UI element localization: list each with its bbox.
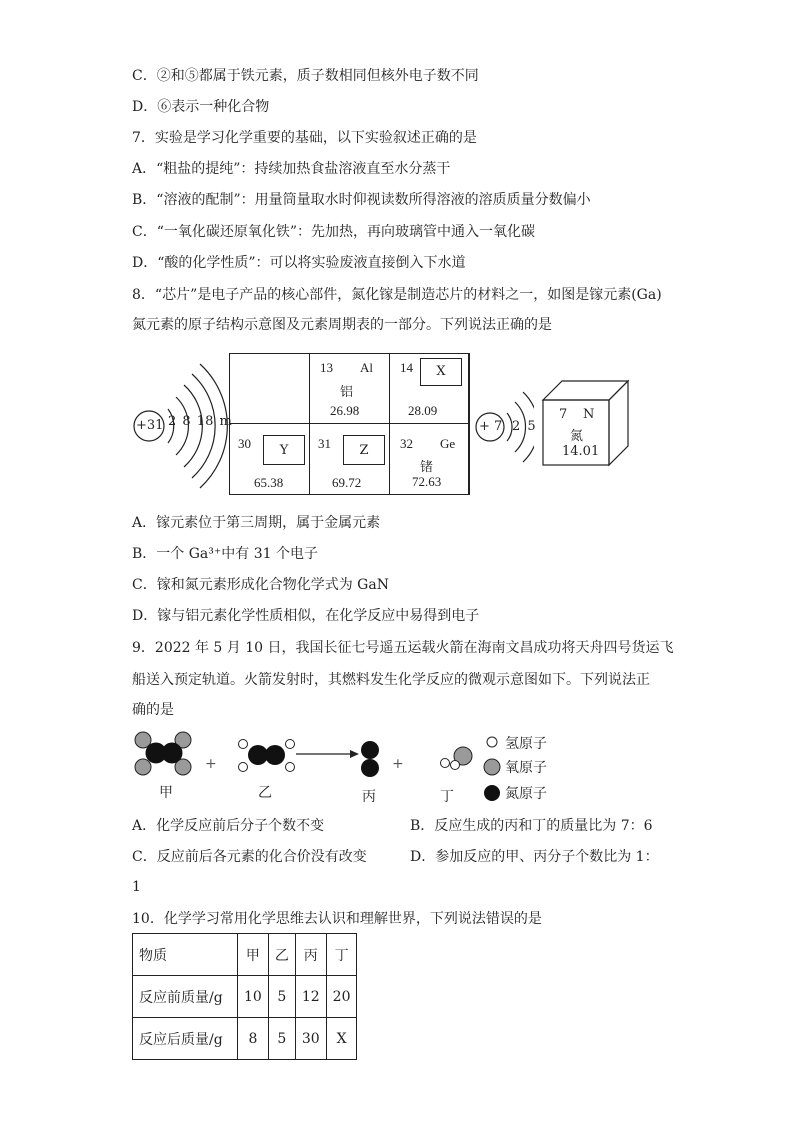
q9-option-d: D．参加反应的甲、丙分子个数比为 1：: [410, 849, 659, 865]
q7-option-b: B．“溶液的配制”：用量筒量取水时仰视读数所得溶液的溶质质量分数偏小: [132, 192, 591, 208]
molecule-jia: [135, 732, 191, 775]
molecule-ding: [441, 747, 473, 770]
n-card-symbol: N: [583, 407, 595, 422]
q8-option-a: A．镓元素位于第三周期，属于金属元素: [132, 515, 381, 531]
header-jia: 甲: [238, 934, 269, 976]
q9-stem-line2: 船送入预定轨道。火箭发射时，其燃料发生化学反应的微观示意图如下。下列说法正: [132, 672, 650, 688]
q9-stem-line3: 确的是: [132, 702, 174, 718]
q7-stem: 7．实验是学习化学重要的基础，以下实验叙述正确的是: [132, 130, 477, 146]
reaction-arrow: [296, 750, 359, 758]
n-shell-electrons: 2 5: [512, 419, 536, 434]
q9-option-b: B．反应生成的丙和丁的质量比为 7：6: [410, 818, 653, 834]
al-symbol: Al: [360, 360, 373, 375]
table-cell: 10: [238, 976, 269, 1018]
label-bing: 丙: [362, 789, 376, 805]
al-name: 铝: [340, 385, 354, 400]
hydrogen-atom-icon: [487, 737, 497, 747]
table-cell: 12: [295, 976, 326, 1018]
q6-option-c: C．②和⑤都属于铁元素，质子数相同但核外电子数不同: [132, 68, 479, 84]
q9-option-d-continued: 1: [132, 879, 141, 895]
al-mass: 26.98: [330, 403, 360, 418]
q7-option-c: C．“一氧化碳还原氧化铁”：先加热，再向玻璃管中通入一氧化碳: [132, 224, 536, 240]
table-row: [133, 1018, 357, 1060]
ga-nucleus-charge: +31: [136, 418, 164, 433]
periodic-cell-al: [309, 353, 390, 424]
table-row: [133, 976, 357, 1018]
n-card-number: 7: [559, 407, 568, 422]
label-ding: 丁: [440, 789, 454, 805]
header-yi: 乙: [268, 934, 295, 976]
z-number: 31: [318, 436, 331, 451]
periodic-cell-empty: [229, 353, 310, 424]
n-card-name: 氮: [570, 429, 584, 444]
al-number: 13: [320, 360, 333, 375]
x-symbol-box: X: [420, 358, 462, 386]
plus-sign-1: +: [205, 756, 217, 772]
q8-option-b: B．一个 Ga³⁺中有 31 个电子: [132, 546, 318, 562]
y-mass: 65.38: [254, 475, 284, 490]
periodic-cell-z: [309, 423, 390, 495]
legend-oxygen: 氧原子: [505, 760, 547, 776]
z-symbol-box: Z: [343, 435, 385, 465]
ge-number: 32: [400, 436, 413, 451]
row-label: 反应前质量/g: [133, 976, 238, 1018]
table-cell: X: [326, 1018, 357, 1060]
y-symbol-box: Y: [263, 435, 305, 465]
legend-nitrogen: 氮原子: [505, 786, 547, 802]
table-cell: 5: [268, 976, 295, 1018]
q6-option-d: D．⑥表示一种化合物: [132, 99, 270, 115]
periodic-cell-x: [389, 353, 470, 424]
molecule-yi: [239, 740, 295, 772]
n-card-mass: 14.01: [562, 444, 600, 459]
table-cell: 8: [238, 1018, 269, 1060]
q8-option-d: D．镓与铝元素化学性质相似，在化学反应中易得到电子: [132, 608, 480, 624]
table-cell: 20: [326, 976, 357, 1018]
periodic-cell-ge: [389, 423, 470, 495]
label-yi: 乙: [258, 785, 272, 801]
table-cell: 5: [268, 1018, 295, 1060]
q8-stem-line1: 8．“芯片”是电子产品的核心部件，氮化镓是制造芯片的材料之一，如图是镓元素(Ga): [132, 287, 662, 303]
ge-mass: 72.63: [412, 474, 442, 489]
ge-name: 锗: [420, 460, 434, 475]
ge-symbol: Ge: [440, 436, 456, 451]
q9-option-a: A．化学反应前后分子个数不变: [132, 818, 325, 834]
header-ding: 丁: [326, 934, 357, 976]
label-jia: 甲: [159, 785, 173, 801]
header-bing: 丙: [295, 934, 326, 976]
q8-option-c: C．镓和氮元素形成化合物化学式为 GaN: [132, 577, 389, 593]
n-nucleus-charge: + 7: [479, 419, 503, 434]
header-substance: 物质: [133, 934, 238, 976]
mass-data-table: [132, 933, 357, 1060]
plus-sign-2: +: [392, 756, 404, 772]
z-mass: 69.72: [332, 475, 362, 490]
oxygen-atom-icon: [484, 759, 500, 775]
q10-stem: 10．化学学习常用化学思维去认识和理解世界，下列说法错误的是: [132, 911, 542, 927]
table-header-row: [133, 934, 357, 976]
nitrogen-atom-icon: [484, 785, 500, 801]
periodic-cell-y: [229, 423, 310, 495]
molecule-bing: [361, 741, 379, 777]
row-label: 反应后质量/g: [133, 1018, 238, 1060]
ga-shell-electrons: 2 8 18 m: [168, 414, 232, 429]
legend-hydrogen: 氢原子: [505, 736, 547, 752]
x-number: 14: [400, 360, 413, 375]
y-number: 30: [238, 436, 251, 451]
table-cell: 30: [295, 1018, 326, 1060]
q9-stem-line1: 9．2022 年 5 月 10 日，我国长征七号遥五运载火箭在海南文昌成功将天舟四号货运飞: [132, 640, 674, 656]
atom-legend-markers: [482, 732, 506, 804]
q7-option-d: D．“酸的化学性质”：可以将实验废液直接倒入下水道: [132, 255, 466, 271]
periodic-table-fragment: [229, 353, 469, 495]
q9-option-c: C．反应前后各元素的化合价没有改变: [132, 849, 367, 865]
reaction-diagram: [128, 730, 488, 790]
x-mass: 28.09: [408, 403, 438, 418]
q8-stem-line2: 氮元素的原子结构示意图及元素周期表的一部分。下列说法正确的是: [132, 317, 552, 333]
q7-option-a: A．“粗盐的提纯”：持续加热食盐溶液直至水分蒸干: [132, 161, 451, 177]
